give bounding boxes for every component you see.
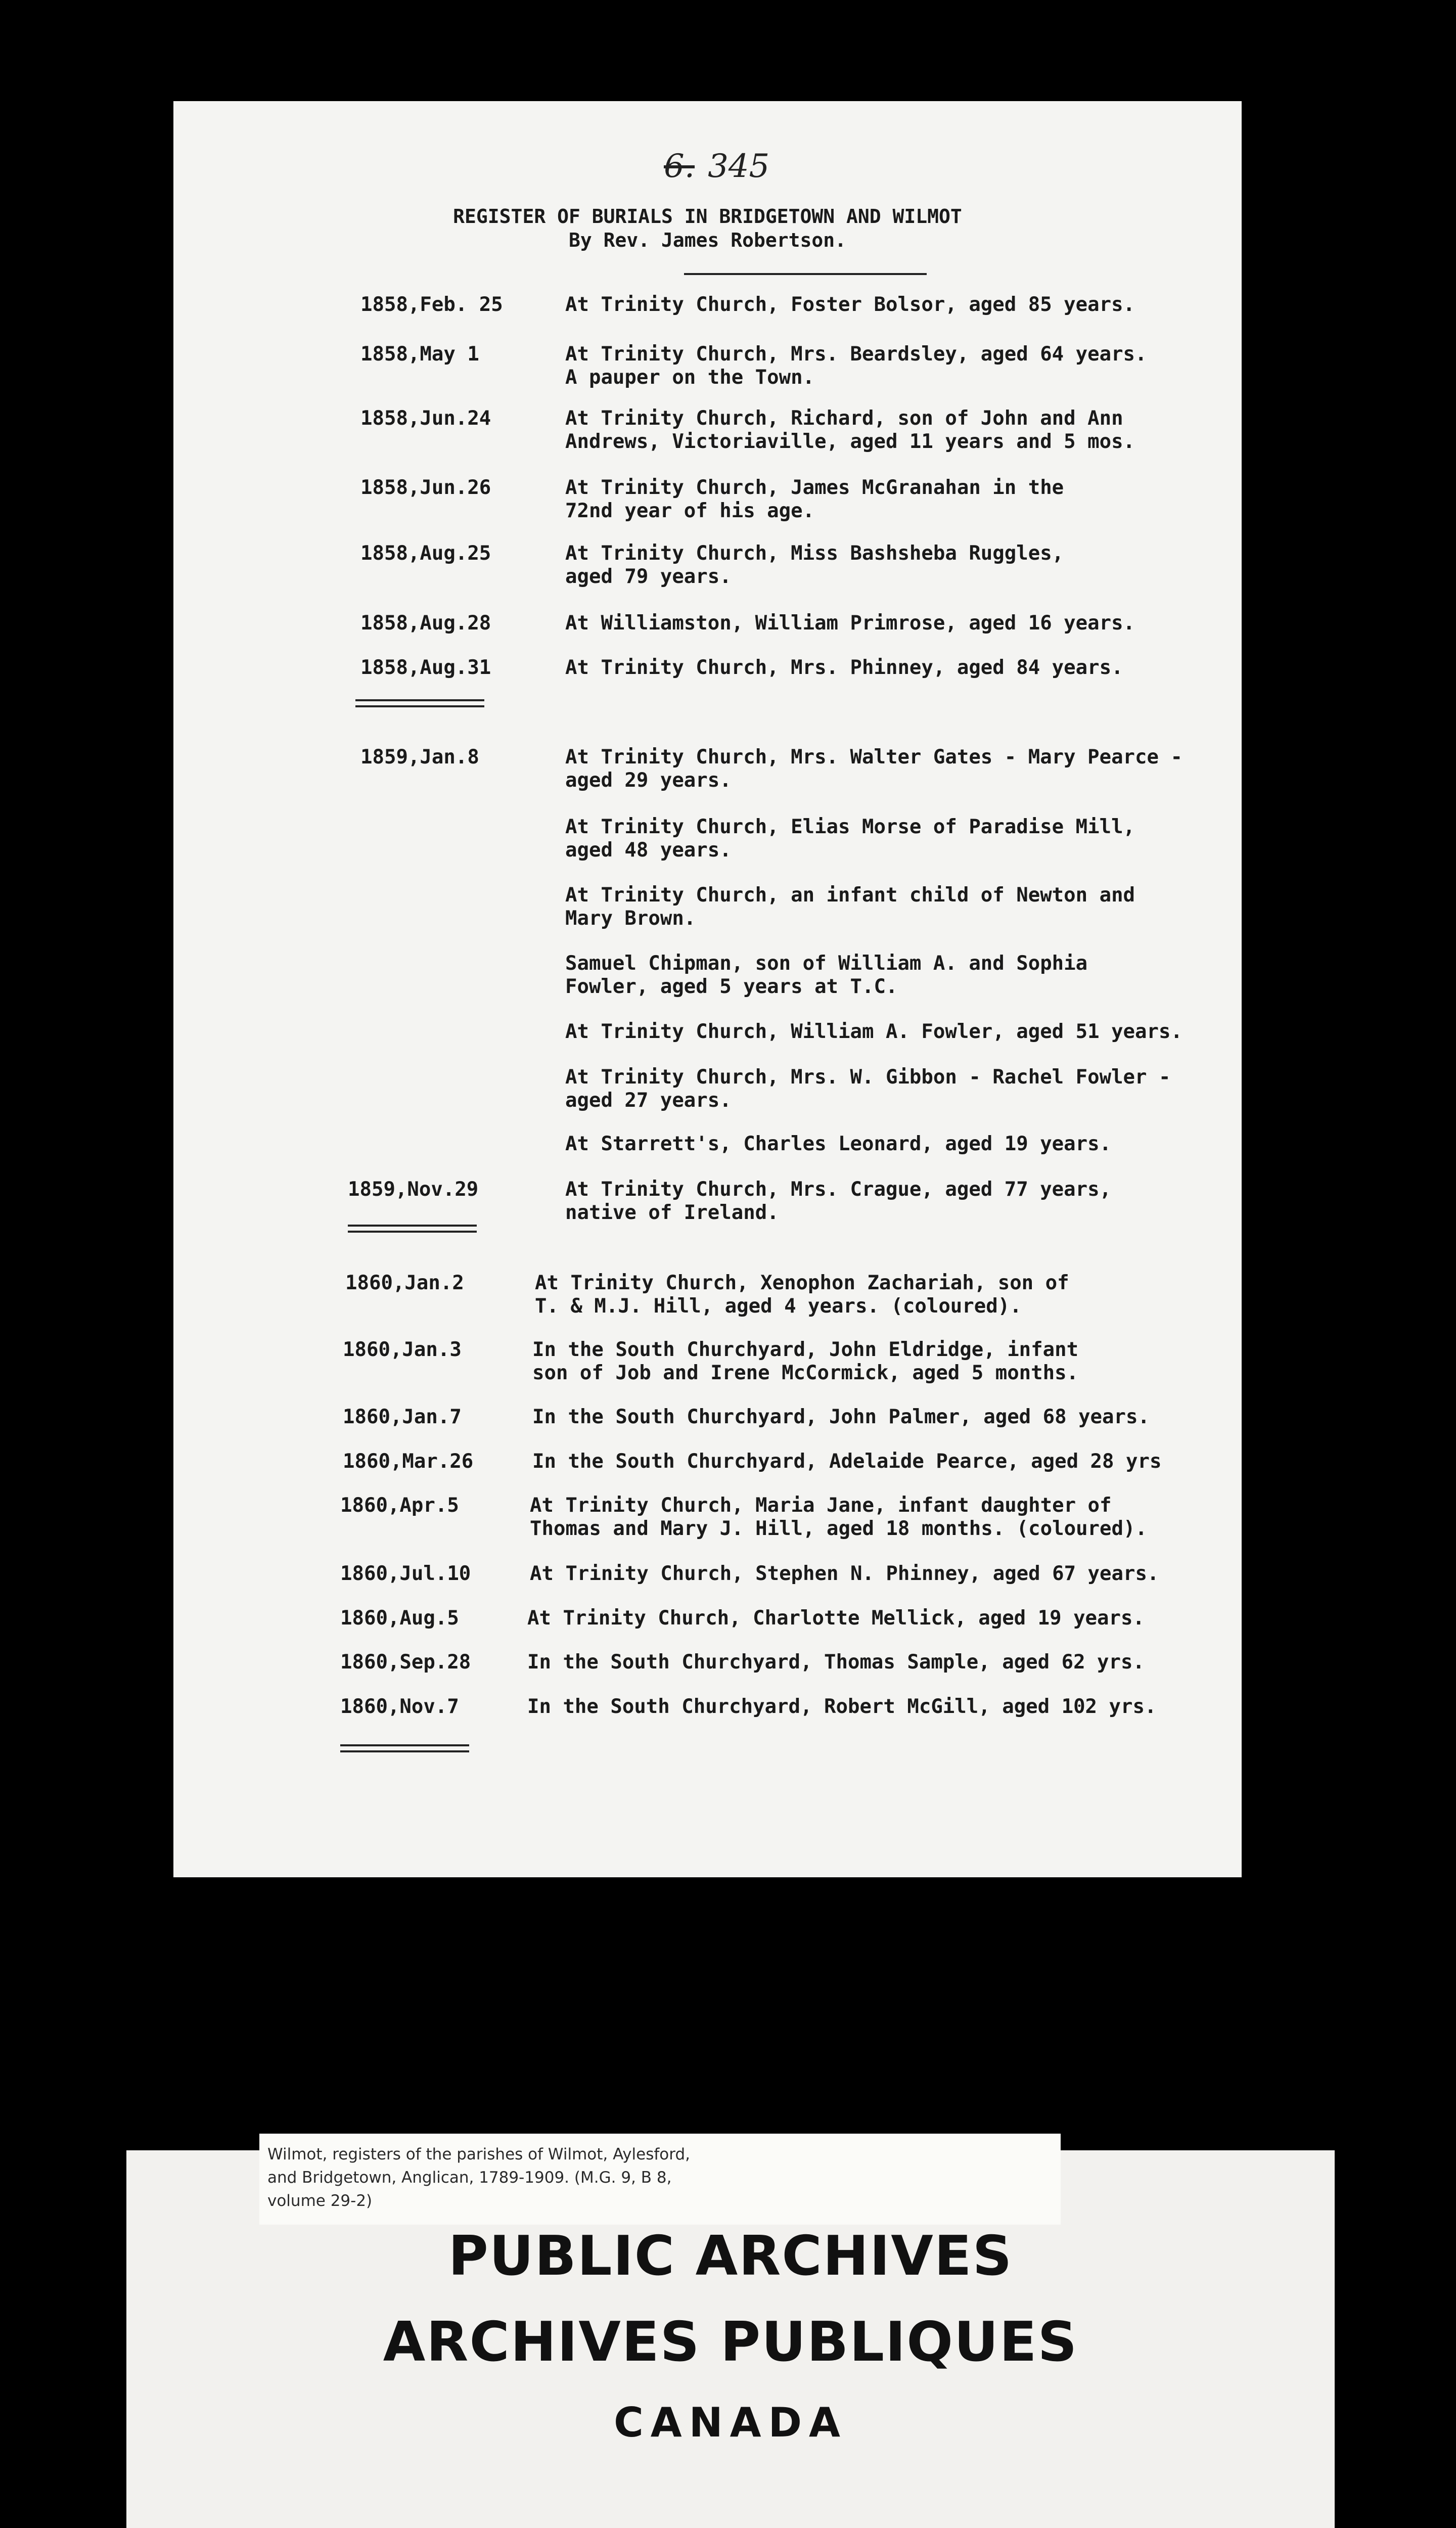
archive-country: CANADA [614,2399,847,2446]
entry-date: 1858,Aug.31 [360,656,491,679]
double-rule [348,1225,477,1233]
entry-text: At Trinity Church, Mrs. Crague, aged 77 years, native of Ireland. [565,1178,1112,1224]
entry-text: At Trinity Church, Miss Bashsheba Ruggles, aged 79 years. [565,542,1064,588]
slip-line: volume 29-2) [267,2192,373,2210]
entry-date: 1858,May 1 [360,343,479,366]
register-title: REGISTER OF BURIALS IN BRIDGETOWN AND WILMOT [453,205,962,228]
handwritten-page-number: 345 [708,148,770,185]
entry-text: At Trinity Church, Mrs. Phinney, aged 84 years. [565,656,1123,679]
entry-date: 1860,Apr.5 [340,1494,459,1517]
entry-date: 1860,Jan.7 [343,1406,462,1428]
register-subtitle: By Rev. James Robertson. [568,229,847,251]
entry-text: At Trinity Church, Foster Bolsor, aged 85 years. [565,293,1135,316]
entry-text: At Trinity Church, Stephen N. Phinney, aged 67 years. [530,1562,1159,1585]
entry-text: At Trinity Church, Mrs. Beardsley, aged 64 years. A pauper on the Town. [565,343,1147,389]
entry-text: At Trinity Church, Xenophon Zachariah, son of T. & M.J. Hill, aged 4 years. (coloured). [535,1272,1069,1318]
slip-line: and Bridgetown, Anglican, 1789-1909. (M.G. 9, B 8, [267,2169,672,2187]
entry-date: 1860,Sep.28 [340,1651,471,1674]
entry-text: At Starrett's, Charles Leonard, aged 19 years. [565,1133,1112,1155]
entry-date: 1858,Aug.28 [360,612,491,635]
double-rule [340,1744,469,1752]
entry-text: At Trinity Church, Elias Morse of Paradise Mill, aged 48 years. [565,816,1135,862]
entry-date: 1860,Jul.10 [340,1562,471,1585]
entry-date: 1860,Mar.26 [343,1450,474,1473]
page-number [664,148,769,185]
entry-date: 1858,Jun.26 [360,476,491,499]
slip-line: Wilmot, registers of the parishes of Wilmot, Aylesford, [267,2145,691,2163]
entry-text: At Trinity Church, James McGranahan in the 72nd year of his age. [565,476,1064,522]
entry-date: 1858,Aug.25 [360,542,491,565]
entry-date: 1859,Jan.8 [360,746,479,769]
entry-date: 1858,Feb. 25 [360,293,503,316]
entry-text: At Trinity Church, an infant child of Newton and Mary Brown. [565,884,1135,930]
entry-text: At Trinity Church, Maria Jane, infant daughter of Thomas and Mary J. Hill, aged 18 months. (coloured). [530,1494,1147,1540]
entry-date: 1860,Nov.7 [340,1695,459,1718]
entry-text: In the South Churchyard, John Palmer, aged 68 years. [532,1406,1150,1428]
entry-text: At Williamston, William Primrose, aged 16 years. [565,612,1135,635]
entry-text: At Trinity Church, Mrs. W. Gibbon - Rachel Fowler - aged 27 years. [565,1066,1171,1112]
entry-text: In the South Churchyard, John Eldridge, infant son of Job and Irene McCormick, aged 5 months. [532,1338,1079,1384]
archive-name-french: ARCHIVES PUBLIQUES [383,2311,1078,2374]
entry-text: In the South Churchyard, Robert McGill, aged 102 yrs. [527,1695,1157,1718]
archive-name-english: PUBLIC ARCHIVES [448,2225,1013,2288]
entry-text: At Trinity Church, Mrs. Walter Gates - Mary Pearce - aged 29 years. [565,746,1182,792]
entry-text: At Trinity Church, Charlotte Mellick, aged 19 years. [527,1607,1145,1630]
entry-date: 1860,Aug.5 [340,1607,459,1630]
register-page [173,101,1242,1877]
entry-date: 1860,Jan.2 [345,1272,464,1294]
entry-date: 1858,Jun.24 [360,407,491,430]
entry-text: In the South Churchyard, Adelaide Pearce, aged 28 yrs [532,1450,1162,1473]
struck-page-number: 6. [664,148,695,185]
double-rule [355,699,484,707]
entry-text: Samuel Chipman, son of William A. and Sophia Fowler, aged 5 years at T.C. [565,952,1088,998]
entry-text: At Trinity Church, William A. Fowler, aged 51 years. [565,1020,1182,1043]
entry-date: 1859,Nov.29 [348,1178,479,1201]
entry-date: 1860,Jan.3 [343,1338,462,1361]
entry-text: At Trinity Church, Richard, son of John and Ann Andrews, Victoriaville, aged 11 years and 5 mos. [565,407,1135,453]
title-rule [684,273,927,275]
entry-text: In the South Churchyard, Thomas Sample, aged 62 yrs. [527,1651,1145,1674]
catalogue-slip [259,2134,1061,2225]
